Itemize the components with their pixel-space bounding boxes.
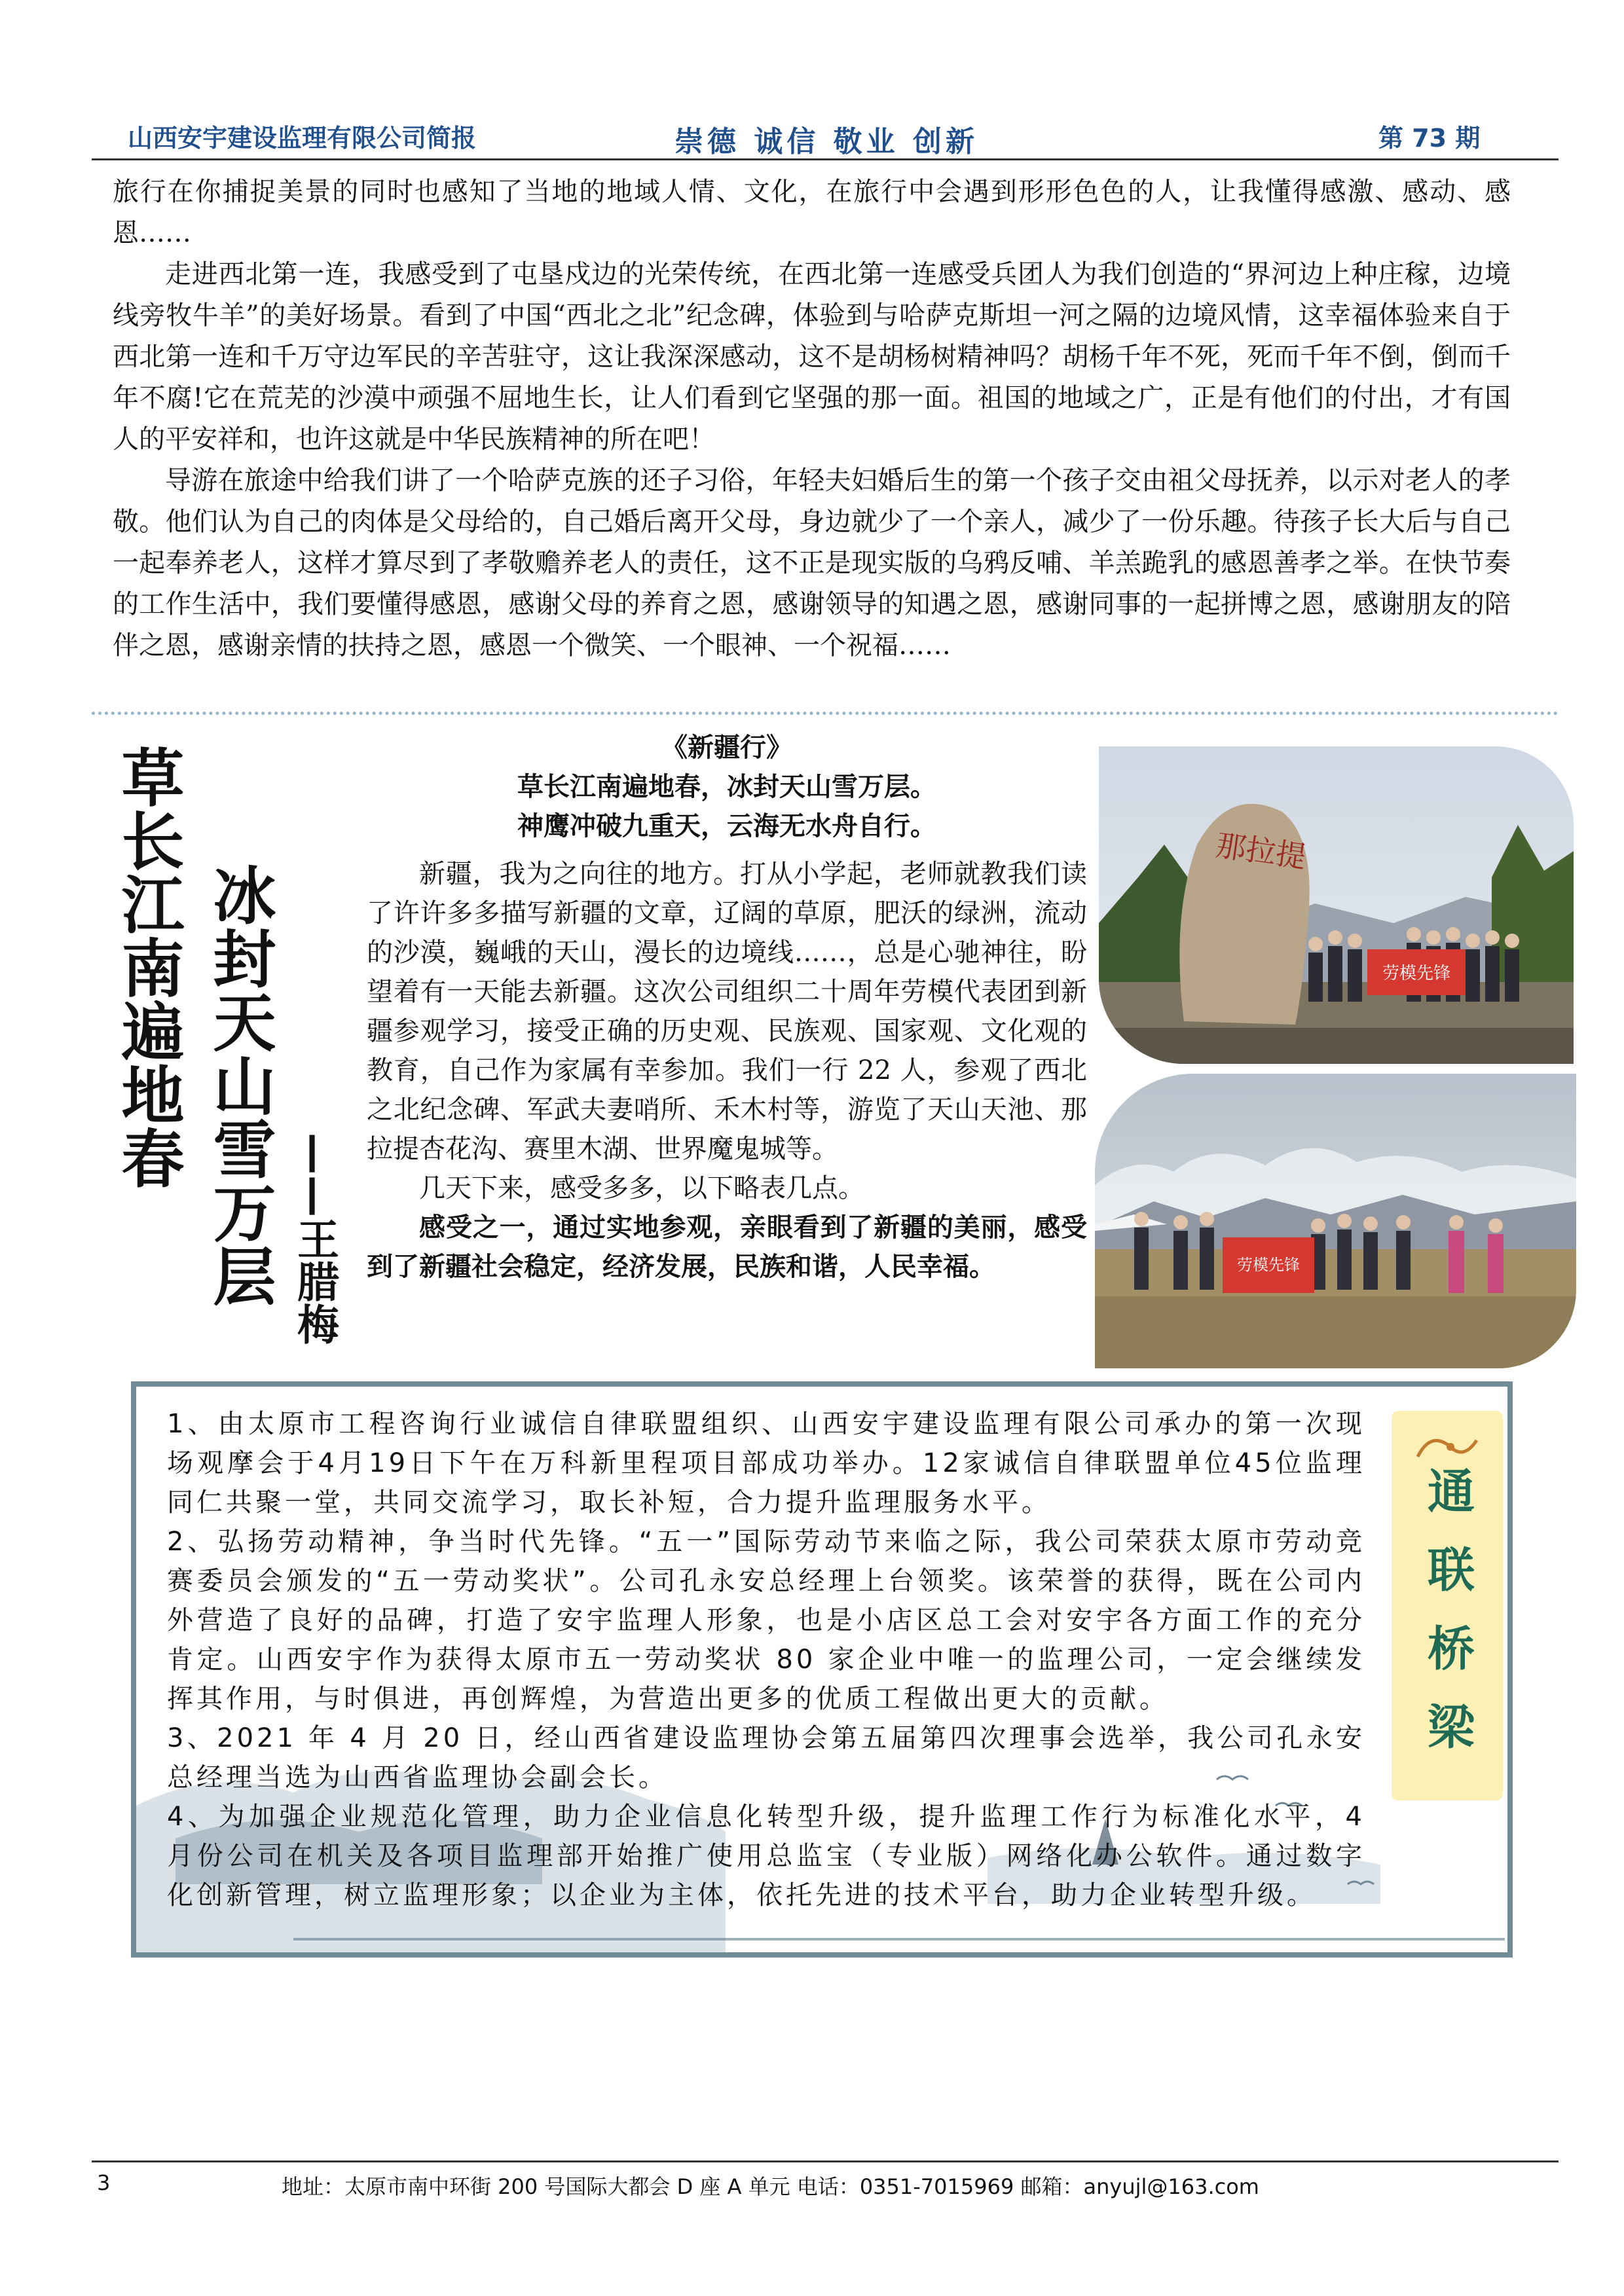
stone-inscription: 那拉提 xyxy=(1213,827,1308,875)
article-title-line1: 草长江南遍地春 xyxy=(111,745,185,1190)
body-paragraph: 旅行在你捕捉美景的同时也感知了当地的地域人情、文化，在旅行中会遇到形形色色的人，让我懂得感激、感动、感恩…… xyxy=(113,177,1511,248)
section-title: 通联桥梁 xyxy=(1420,1467,1475,1781)
header-company-name: 山西安宇建设监理有限公司简报 xyxy=(128,124,477,153)
footer-divider xyxy=(92,2160,1559,2162)
news-item: 3、2021 年 4 月 20 日，经山西省建设监理协会第五届第四次理事会选举，我公司孔永安总经理当选为山西省监理协会副会长。 xyxy=(167,1723,1365,1793)
header-issue-number: 第 73 期 xyxy=(1378,124,1481,153)
article-paragraph: 感受之一，通过实地参观，亲眼看到了新疆的美丽，感受到了新疆社会稳定，经济发展，民族和谐，人民幸福。 xyxy=(367,1212,1087,1282)
header-motto: 崇德 诚信 敬业 创新 xyxy=(674,125,978,158)
banner-text: 劳模先锋 xyxy=(1382,964,1451,983)
news-item: 2、弘扬劳动精神，争当时代先锋。“五一”国际劳动节来临之际，我公司荣获太原市劳动竞赛委员会颁发的“五一劳动奖状”。公司孔永安总经理上台领奖。该荣誉的获得，既在公司内外营造了良好的品碑，打造了安宇监理人形象，也是小店区总工会对安宇各方面工作的充分肯定。山西安宇作为获得太原市五一劳动奖状 80 家企业中唯一的监理公司，一定会继续发挥其作用，与时俱进，再创辉煌，为营造出更多的优质工程做出更大的贡献。 xyxy=(167,1527,1365,1714)
poem-title: 《新疆行》 xyxy=(661,732,792,763)
footer-contact: 地址：太原市南中环街 200 号国际大都会 D 座 A 单元 电话：0351-7015969 邮箱：anyujl@163.com xyxy=(282,2174,1259,2199)
news-item: 4、为加强企业规范化管理，助力企业信息化转型升级，提升监理工作行为标准化水平，4 月份公司在机关及各项目监理部开始推广使用总监宝（专业版）网络化办公软件。通过数字化创新管理，树立监理形象；以企业为主体，依托先进的技术平台，助力企业转型升级。 xyxy=(167,1802,1365,1910)
poem-line: 神鹰冲破九重天，云海无水舟自行。 xyxy=(517,811,936,841)
xinjiang-article-text xyxy=(367,854,1087,1286)
body-paragraph: 走进西北第一连，我感受到了屯垦戍边的光荣传统，在西北第一连感受兵团人为我们创造的“界河边上种庄稼，边境线旁牧牛羊”的美好场景。看到了中国“西北之北”纪念碑，体验到与哈萨克斯坦一河之隔的边境风情，这幸福体验来自于西北第一连和千万守边军民的辛苦驻守，这让我深深感动，这不是胡杨树精神吗？胡杨千年不死，死而千年不倒，倒而千年不腐!它在荒芜的沙漠中顽强不屈地生长，让人们看到它坚强的那一面。祖国的地域之广，正是有他们的付出，才有国人的平安祥和，也许这就是中华民族精神的所在吧！ xyxy=(113,259,1511,454)
poem-block xyxy=(367,728,1087,846)
cloud-swirl-icon xyxy=(1392,1417,1503,1470)
article-paragraph: 几天下来，感受多多，以下略表几点。 xyxy=(419,1173,864,1203)
poem-line: 草长江南遍地春，冰封天山雪万层。 xyxy=(517,771,936,802)
continued-article xyxy=(113,172,1511,666)
news-item: 1、由太原市工程咨询行业诚信自律联盟组织、山西安宇建设监理有限公司承办的第一次现场观摩会于4月19日下午在万科新里程项目部成功举办。12家诚信自律联盟单位45位监理同仁共聚一堂，共同交流学习，取长补短，合力提升监理服务水平。 xyxy=(167,1409,1365,1518)
group-photo-grassland xyxy=(1095,1074,1576,1368)
article-title-line2: 冰封天山雪万层 xyxy=(203,863,276,1307)
page-number: 3 xyxy=(97,2170,111,2195)
article-paragraph: 新疆，我为之向往的地方。打从小学起，老师就教我们读了许许多多描写新疆的文章，辽阔的草原，肥沃的绿洲，流动的沙漠，巍峨的天山，漫长的边境线……，总是心驰神往，盼望着有一天能去新疆。这次公司组织二十周年劳模代表团到新疆参观学习，接受正确的历史观、民族观、国家观、文化观的教育，自己作为家属有幸参加。我们一行 22 人，参观了西北之北纪念碑、军武夫妻哨所、禾木村等，游览了天山天池、那拉提杏花沟、赛里木湖、世界魔鬼城等。 xyxy=(367,859,1087,1164)
group-photo-nalati-stone xyxy=(1099,746,1574,1064)
header-divider xyxy=(92,158,1559,160)
body-paragraph: 导游在旅途中给我们讲了一个哈萨克族的还子习俗，年轻夫妇婚后生的第一个孩子交由祖父母抚养，以示对老人的孝敬。他们认为自己的肉体是父母给的，自己婚后离开父母，身边就少了一个亲人，减少了一份乐趣。待孩子长大后与自己一起奉养老人，这样才算尽到了孝敬赡养老人的责任，这不正是现实版的乌鸦反哺、羊羔跪乳的感恩善孝之举。在快节奏的工作生活中，我们要懂得感恩，感谢父母的养育之恩，感谢领导的知遇之恩，感谢同事的一起拼博之恩，感谢朋友的陪伴之恩，感谢亲情的扶持之恩，感恩一个微笑、一个眼神、一个祝福…… xyxy=(113,465,1511,661)
news-list xyxy=(167,1404,1365,1915)
banner-text: 劳模先锋 xyxy=(1237,1256,1300,1274)
section-divider xyxy=(92,712,1559,715)
article-author: ——王腊梅 xyxy=(290,1133,339,1345)
